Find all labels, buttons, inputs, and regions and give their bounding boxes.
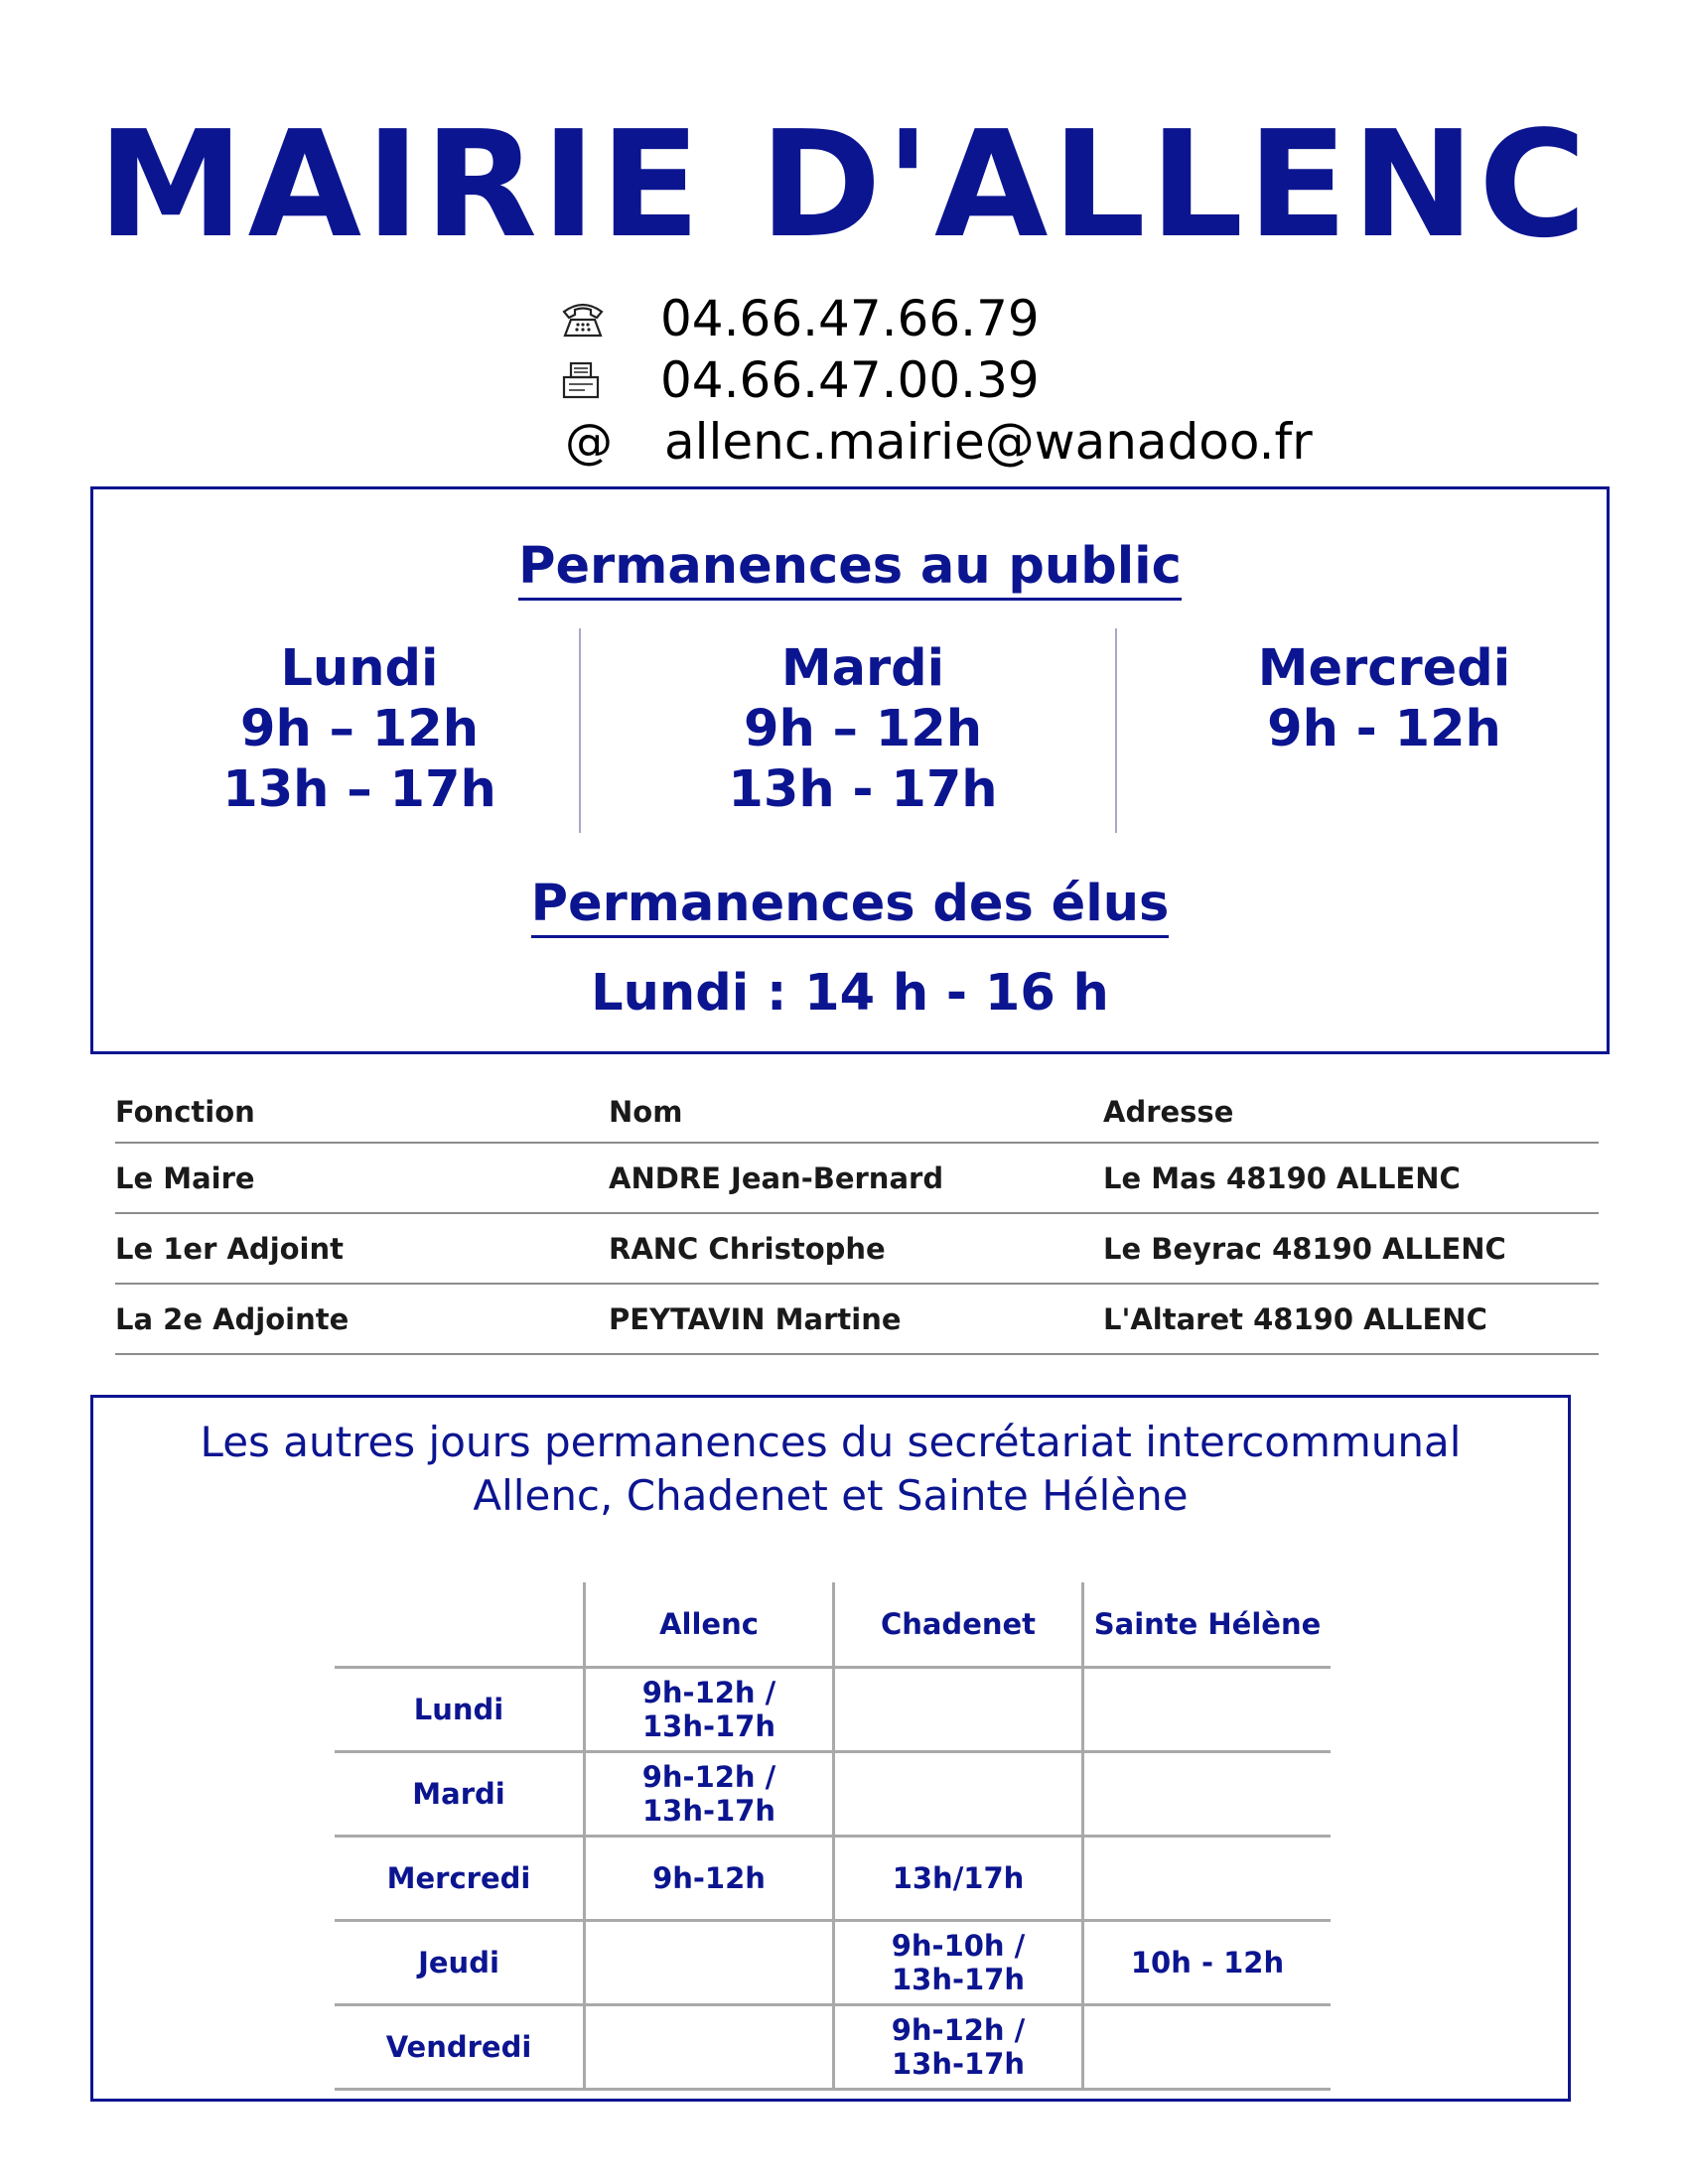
fax-icon xyxy=(561,361,660,399)
column-divider xyxy=(579,628,581,833)
hours-line: 9h-12h / xyxy=(641,1760,776,1794)
table-header-row xyxy=(335,1582,1331,1668)
table-cell: Le Mas 48190 ALLENC xyxy=(1103,1143,1599,1213)
hours-line: 13h-17h xyxy=(891,2047,1026,2081)
hours-cell xyxy=(1083,2005,1332,2090)
day-column-mercredi xyxy=(1225,638,1543,759)
public-hours-box xyxy=(90,486,1610,1054)
contact-block xyxy=(561,288,1313,473)
day-cell: Jeudi xyxy=(335,1921,585,2005)
column-header: Adresse xyxy=(1103,1082,1599,1143)
day-label: Mardi xyxy=(780,639,945,698)
table-cell: La 2e Adjointe xyxy=(115,1284,609,1354)
table-row xyxy=(335,1921,1331,2005)
secretariat-line: Allenc, Chadenet et Sainte Hélène xyxy=(473,1471,1189,1520)
column-divider xyxy=(1115,628,1117,833)
hours-line: 13h-17h xyxy=(891,1963,1026,1996)
table-cell: PEYTAVIN Martine xyxy=(609,1284,1103,1354)
day-label: Lundi xyxy=(280,639,439,698)
elus-hours-heading: Permanences des élus xyxy=(93,879,1607,929)
secretariat-schedule-table xyxy=(335,1582,1331,2091)
hours-cell xyxy=(834,1837,1083,1921)
hours-line: 13h-17h xyxy=(641,1709,776,1743)
table-cell: ANDRE Jean-Bernard xyxy=(609,1143,1103,1213)
column-header: Chadenet xyxy=(834,1582,1083,1668)
table-header-row xyxy=(115,1082,1599,1143)
table-cell: RANC Christophe xyxy=(609,1213,1103,1284)
table-row xyxy=(115,1143,1599,1213)
column-header: Allenc xyxy=(585,1582,834,1668)
table-row xyxy=(335,1837,1331,1921)
hours-cell xyxy=(585,1752,834,1837)
phone-number: 04.66.47.66.79 xyxy=(660,290,1040,347)
table-row xyxy=(115,1284,1599,1354)
column-header: Sainte Hélène xyxy=(1083,1582,1332,1668)
time-slot: 9h – 12h xyxy=(743,700,983,758)
time-slot: 13h – 17h xyxy=(222,760,496,819)
hours-cell xyxy=(1083,1837,1332,1921)
hours-line: 10h - 12h xyxy=(1130,1946,1285,1979)
column-header: Nom xyxy=(609,1082,1103,1143)
hours-line: 9h-10h / xyxy=(891,1929,1026,1963)
hours-cell xyxy=(1083,1921,1332,2005)
secretariat-box xyxy=(90,1395,1571,2102)
day-column-lundi xyxy=(201,638,518,820)
time-slot: 13h - 17h xyxy=(728,760,998,819)
table-cell: Le 1er Adjoint xyxy=(115,1213,609,1284)
secretariat-line: Les autres jours permanences du secrétariat intercommunal xyxy=(200,1418,1462,1466)
day-cell: Lundi xyxy=(335,1668,585,1752)
page-title: MAIRIE D'ALLENC xyxy=(97,99,1591,270)
table-cell: Le Maire xyxy=(115,1143,609,1213)
time-slot: 9h - 12h xyxy=(1267,700,1501,758)
hours-cell xyxy=(1083,1668,1332,1752)
hours-line: 9h-12h / xyxy=(891,2013,1026,2047)
hours-cell xyxy=(585,1837,834,1921)
table-row xyxy=(335,2005,1331,2090)
table-cell: Le Beyrac 48190 ALLENC xyxy=(1103,1213,1599,1284)
table-row xyxy=(115,1213,1599,1284)
fax-number: 04.66.47.00.39 xyxy=(660,351,1040,409)
table-row xyxy=(335,1668,1331,1752)
day-cell: Mercredi xyxy=(335,1837,585,1921)
hours-cell xyxy=(585,1921,834,2005)
day-cell: Vendredi xyxy=(335,2005,585,2090)
elus-hours-time: Lundi : 14 h - 16 h xyxy=(591,964,1109,1023)
hours-cell xyxy=(585,1668,834,1752)
day-label: Mercredi xyxy=(1257,639,1511,698)
public-hours-heading: Permanences au public xyxy=(93,541,1607,592)
table-row xyxy=(335,1752,1331,1837)
hours-cell xyxy=(585,2005,834,2090)
email-row xyxy=(561,411,1313,473)
time-slot: 9h – 12h xyxy=(239,700,480,758)
column-header xyxy=(335,1582,585,1668)
hours-line: 13h-17h xyxy=(641,1794,776,1828)
day-cell: Mardi xyxy=(335,1752,585,1837)
day-column-mardi xyxy=(704,638,1022,820)
hours-cell xyxy=(834,1921,1083,2005)
elus-table xyxy=(115,1082,1599,1355)
hours-cell xyxy=(1083,1752,1332,1837)
hours-cell xyxy=(834,1752,1083,1837)
hours-line: 9h-12h xyxy=(652,1861,766,1895)
telephone-icon xyxy=(561,300,660,338)
hours-line: 13h/17h xyxy=(892,1861,1025,1895)
hours-cell xyxy=(834,2005,1083,2090)
hours-line: 9h-12h / xyxy=(641,1676,776,1709)
phone-row xyxy=(561,288,1313,349)
fax-row xyxy=(561,349,1313,411)
hours-cell xyxy=(834,1668,1083,1752)
column-header: Fonction xyxy=(115,1082,609,1143)
email-address[interactable]: allenc.mairie@wanadoo.fr xyxy=(664,413,1313,471)
table-cell: L'Altaret 48190 ALLENC xyxy=(1103,1284,1599,1354)
secretariat-intro xyxy=(93,1416,1568,1523)
at-sign-icon: @ xyxy=(565,414,613,470)
